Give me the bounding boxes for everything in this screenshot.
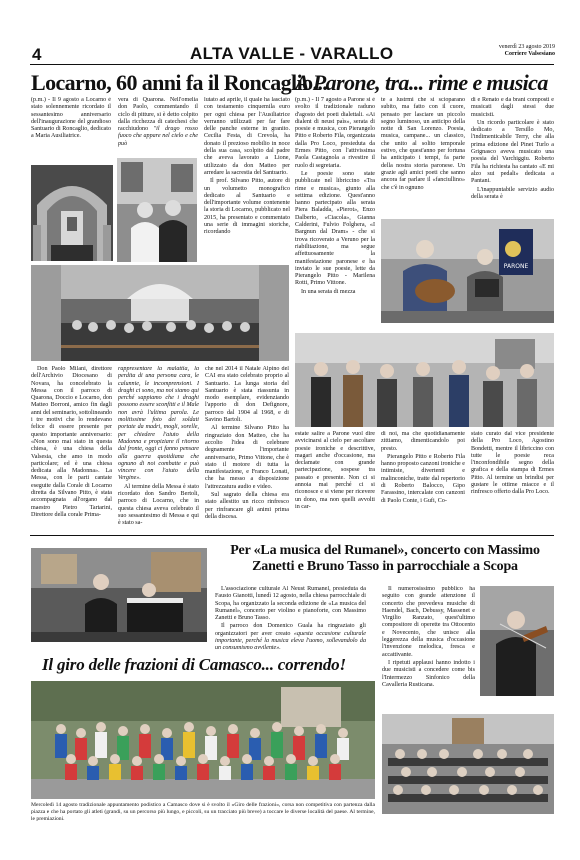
photo-scopa-concert-image	[31, 548, 207, 642]
paragraph: (p.m.) - Il 7 agosto a Parone si è svolto il tradizionale raduno d'agosto dei poeti dialettali. «Ai dialent di neust paìs», serata di poesie e musica, con Pierangelo Pitto e Roberto Fila, organizzata dalla Pro Loco, presieduta da Ermes Pitto, con l'attivissima Paola Castagnola a rivestire il ruolo di segretaria.	[295, 97, 375, 169]
paragraph: I ripetuti applausi hanno indotto i due musicisti a concedere come bis l'Intermezzo Sinfonico della Cavalleria Rusticana.	[382, 659, 475, 688]
article-scopa-col1	[215, 586, 366, 666]
paragraph: Il prof. Silvano Pitto, autore di un volumetto monografico dedicato al Santuario e dell'importante volume contenente la storia di Locarno, pubblicato nel 2015, ha presentato e commentato una serie di immagini storiche, ricordando	[204, 178, 290, 236]
paragraph: Sul sagrato della chiesa era stato allestito un ricco rinfresco per rinfrancare gli animi prima della discesa.	[205, 492, 289, 520]
article-locarno-lower-col3	[205, 366, 289, 532]
newspaper-name: Corriere Valsesiano	[504, 51, 555, 57]
paragraph: vera di Quarona. Nell'omelia don Paolo, commentando il ciclo di pitture, si è detto colpito dalla ricchezza di catechesi che racchiudono	[118, 97, 198, 133]
photo-scopa-audience-image	[382, 714, 554, 814]
paragraph: lutato ad aprile, il quale ha lasciato con testamento cinquemila euro per ogni chiesa per l'Ausiliatrice verranno utilizzati per far fare delle panche esterne in granito. Cecilia Festa, di Crevola, ha donato il prezioso mobilio in noce della sua casa, scolpito dal padre che aveva lavorato a Lione, utilizzato da don Matteo per arredare la sacrestia del Santuario.	[204, 97, 290, 176]
photo-parone-musicians-image	[381, 219, 554, 323]
article-locarno-lower-col2	[118, 366, 199, 532]
photo-congregation-image	[31, 265, 289, 361]
section-title: ALTA VALLE - VARALLO	[190, 44, 394, 63]
photo-parone-poets	[295, 333, 554, 427]
paragraph: che nel 2014 il Natale Alpino del CAI era stato celebrato proprio al Santuario. La lunga storia del Santuario è stata riassunta in modo esemplare, evidenziando l'apporto di don Defignore, parroco dal 1904 al 1968, e di Savino Bartoli.	[205, 366, 289, 424]
article-parone-col3	[471, 97, 554, 219]
paragraph: (p.m.) - Il 9 agosto a Locarno è stato solennemente ricordato il sessantesimo anniversario dell'inaugurazione del grandioso Santuario di Roncaglio, dedicato a Maria Ausiliatrice.	[31, 97, 111, 140]
article-parone-title: A Parone, tra... rime e musica	[295, 70, 548, 95]
article-scopa-col2	[382, 586, 475, 712]
paragraph: di noi, ma che quotidianamente zittiamo, dimenticandolo poi presto.	[381, 431, 465, 452]
article-locarno-col2	[118, 97, 198, 155]
section-divider	[30, 535, 554, 536]
paragraph: Al termine della Messa è stato ricordato don Sandro Bertoli, parroco di Locarno, che in questa chiesa aveva celebrato il suo sessantesimo di Messa e qui è stato sa-	[118, 483, 199, 527]
article-parone-lower-col3	[471, 431, 554, 531]
issue-date: venerdì 23 agosto 2019	[498, 44, 555, 50]
quote: «questa occasione culturale importante, perché la musica eleva l'uomo, sollevandolo da un consumismo avvilente».	[215, 630, 366, 652]
photo-parone-poets-image	[295, 333, 554, 427]
header-rule	[30, 64, 554, 65]
paragraph: stato curato dal vice presidente della Pro Loco, Agostino Bondetti, mentre il libriccino con tutte le poesie reca l'inconfondibile segno della grafica e della stampa di Ermes Pitto. Al termine un brindisi per gustare le ottime miacce e il rinfresco offerto dalla Pro Loco.	[471, 431, 554, 496]
article-parone-lower-col1	[295, 431, 375, 531]
parone-banner-text: PARONE	[503, 263, 529, 270]
paragraph: In una serata di mezza	[301, 288, 356, 295]
photo-church-altar-image	[31, 165, 113, 261]
photo-camasco-runners	[31, 681, 375, 799]
paragraph: te a lustrmi che si scioparano subito, ma fatto con il cuore, pensato per lasciare un piccolo segno luminoso, un anticipo della notte di San Lorenzo. Poesia, musica, campane... un classico, che unito al solito temporale estivo, che quest'anno per fortuna ha anticipato i tempi, fa parte della nostra storia paronese. Un grazie agli amici poeti che sanno ancora far parlare il «fanciullino» che c'è in ognuno	[381, 97, 465, 191]
article-locarno-title: Locarno, 60 anni fa il Roncaglio...	[31, 70, 328, 95]
article-parone-lower-col2	[381, 431, 465, 531]
paragraph: Don Paolo Milani, direttore dell'Archivio Diocesano di Novara, ha concelebrato la Messa con il parroco di Quarona, Doccio e Locarno, don Matteo Borroni, amico fin dagli anni del seminario, sottolineando i tre motivi che lo rendevano felice di essere presente per questo importante anniversario: «Non sono mai stato in questa chiesa, è una chiesa della Valsesia, che amo in modo particolare; ed è una chiesa dedicata alla Madonna». La Messa, con le parti cantate eseguite dalla Corale di Locarno diretta da Silvano Pitto, è stata accompagnata all'organo dal maestro Pietro Tartarini, Direttore della corale Prima-	[31, 366, 112, 518]
photo-scopa-audience	[382, 714, 554, 814]
quote: rappresentare la malattia, la perdita di una persona cara, le calunnie, le incomprensioni. I draghi ci sono, ma noi siamo qui perché sappiamo che i draghi possono essere sconfitti e il Male non avrà l'ultima parola. Le molitissime foto dei soldati portate da madri, mogli, sorelle, per chiedere l'aiuto della Madonna e propiziare il ritorno dal fronte, oggi ci fanno pensare alla guerra quotidiana che ognuno di noi combatte e può vincere con l'aiuto della Vergine».	[118, 366, 199, 482]
article-locarno-col3	[204, 97, 290, 275]
paragraph: estate salire a Parone vuol dire avvicinarsi al cielo per ascoltare poesie ironiche e descrittive, magari anche d'occasione, ma declamate con grande partecipazione, sospese tra passato e presente. Non ci si annoia mai perché ci si riconosce e si viene per ricevere un dono, ma non quelli avvolti in car-	[295, 431, 375, 510]
page-number: 4	[32, 45, 42, 64]
paragraph: Pierangelo Pitto e Roberto Fila hanno proposto canzoni ironiche e intimiste, divertenti e malinconiche, tratte dal repertorio di Roberto Balocco, Gipo Farassino, intercalate con canzoni di Paolo Conte, i Gufi, Co-	[381, 453, 465, 504]
quote: "il drago rosso fuoco che appare nel cielo e che può	[118, 126, 198, 147]
photo-scopa-violinist	[480, 586, 554, 696]
paragraph: L'inappuntabile servizio audio della serata è	[471, 186, 554, 200]
photo-scopa-violinist-image	[480, 586, 554, 696]
paragraph: Il numerosissimo pubblico ha seguito con grande attenzione il concerto che prevedeva musiche di Haendel, Bach, Debussy, Massenet e Virgilio Ranzato, quest'ultimo compositore di operette tra Ottocento e Novecento, che unisce alla leggerezza della musica d'occasione l'invenzione melodica, fresca e accattivante.	[382, 586, 475, 658]
photo-parone-musicians	[381, 219, 554, 323]
paragraph: Un ricordo particolare è stato dedicato a Tersillo Mo, l'indimenticabile Terry, che alla prima edizione del Pinet Turlo a Grignasco aveva musicato una poesia del Varchiggiu. Roberto Fila ha richiesta ha cantato «E mi alzo sui pedali» dedicata a Pantani.	[471, 119, 554, 185]
photo-priests-image	[117, 158, 197, 262]
paragraph: L'associazione culturale Al Neust Rumanel, presieduta da Fausto Gianotti, lunedì 12 agosto, nella chiesa parrocchiale di Scopa, ha organizzato la seconda edizione de «La musica del Rumanel», concerto per violino e pianoforte, con Massimo Zanetti e Bruno Tasso.	[215, 586, 366, 622]
paragraph: Al termine Silvano Pitto ha ringraziato don Matteo, che ha accolto l'idea di celebrare degnamente l'importante anniversario, Primo Vittone, che è stato il motore di tutta la manifestazione, e Franco Lonati, che ha messo a disposizione l'attrezzatura audio e video.	[205, 425, 289, 490]
article-locarno-col1	[31, 97, 111, 163]
article-camasco-title: Il giro delle frazioni di Camasco... correndo!	[42, 655, 346, 674]
article-scopa-title: Per «La musica del Rumanel», concerto con Massimo Zanetti e Bruno Tasso in parrocchiale a Scopa	[230, 543, 540, 574]
article-locarno-lower-col1	[31, 366, 112, 532]
article-camasco-caption: Mercoledì 14 agosto tradizionale appuntamento podistico a Camasco dove si è svolto il «Giro delle frazioni», corsa non competitiva con partenza dalla piazza e che ha portato gli atleti (grandi, su un percorso più lungo, e piccoli, su un tracciato più breve) a toccare le diverse località del paese. Al termine, le premiazioni.	[31, 802, 375, 822]
article-parone-col1	[295, 97, 375, 329]
photo-congregation	[31, 265, 289, 361]
paragraph: Le poesie sono state pubblicate nel libriccino «Tra rime e musica», giunto alla settima edizione. Quest'anno hanno partecipato alla serata Piera Baladda, «Pierot», Enzo Dalberto, «Ciacola», Gianna Calderini, Fulvio Folghera, «I Bargnun dal Dram» - che si trova ricoverato a Veruno per la riabilitazione, ma segue affettuosamente la manifestazione paronese e ha inviato le sue poesie, lette da Pierangelo Pitto - Marilena Rotti, Primo Vittone.	[295, 170, 375, 287]
photo-priests	[117, 158, 197, 262]
paragraph: di e Renato e da brani composti e musicati dagli stessi due musicisti.	[471, 97, 554, 118]
photo-church-altar	[31, 165, 113, 261]
photo-scopa-concert	[31, 548, 207, 642]
photo-camasco-runners-image	[31, 681, 375, 799]
article-parone-col2	[381, 97, 465, 219]
paragraph: Il parroco don Domenico Guala ha ringraziato gli organizzatori per aver creato	[215, 623, 366, 637]
